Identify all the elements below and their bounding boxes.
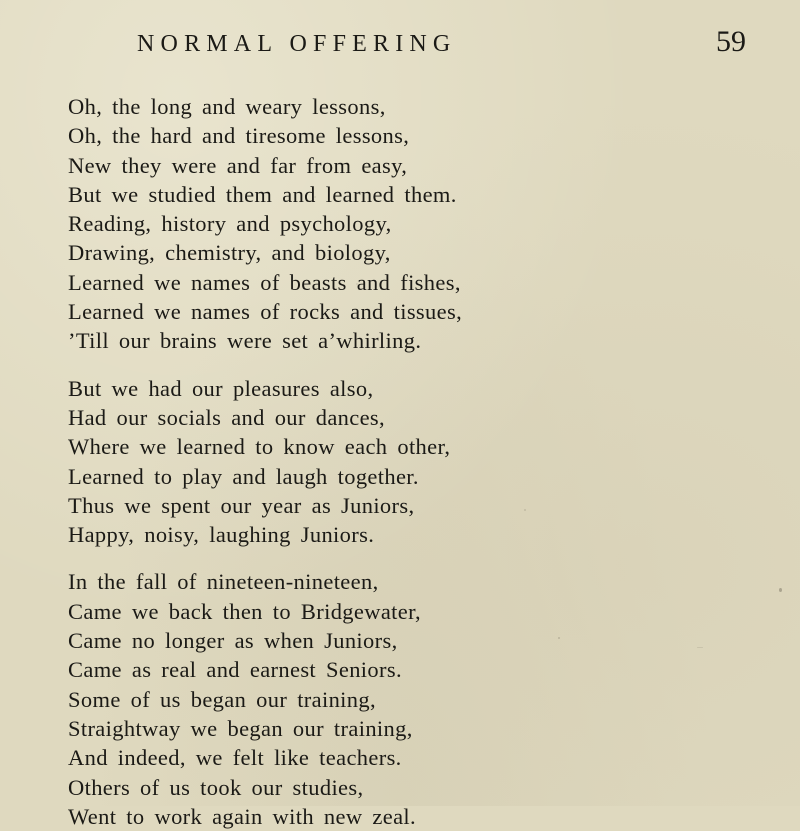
poem-line: Learned to play and laugh together.: [68, 463, 419, 489]
poem-line: In the fall of nineteen-nineteen,: [68, 569, 379, 595]
poem-line: New they were and far from easy,: [68, 152, 408, 178]
running-head: [0, 27, 800, 61]
poem-line: But we studied them and learned them.: [68, 181, 457, 207]
poem-line: Where we learned to know each other,: [68, 434, 451, 460]
poem-stanza: [68, 92, 668, 356]
poem-line: ’Till our brains were set a’whirling.: [68, 328, 422, 354]
poem-line: Happy, noisy, laughing Juniors.: [68, 522, 375, 548]
poem-line: Others of us took our studies,: [68, 774, 364, 800]
poem-stanza: [68, 567, 668, 831]
poem-stanza: [68, 374, 668, 550]
poem-line: Oh, the long and weary lessons,: [68, 94, 386, 119]
poem-line: Went to work again with new zeal.: [68, 803, 417, 829]
poem-line: Learned we names of beasts and fishes,: [68, 269, 461, 295]
running-head-title: NORMAL OFFERING: [137, 31, 457, 57]
page-number: 59: [716, 25, 746, 58]
poem-line: Straightway we began our training,: [68, 715, 413, 741]
poem-body: [68, 92, 668, 831]
poem-line: Came no longer as when Juniors,: [68, 628, 398, 654]
poem-line: Came we back then to Bridgewater,: [68, 598, 422, 624]
poem-line: Had our socials and our dances,: [68, 404, 386, 430]
poem-line: But we had our pleasures also,: [68, 375, 374, 401]
poem-line: Thus we spent our year as Juniors,: [68, 492, 415, 518]
poem-line: Reading, history and psychology,: [68, 211, 392, 237]
poem-line: Came as real and earnest Seniors.: [68, 657, 402, 683]
poem-line: Oh, the hard and tiresome lessons,: [68, 123, 410, 149]
poem-line: Drawing, chemistry, and biology,: [68, 240, 391, 266]
poem-line: Learned we names of rocks and tissues,: [68, 299, 463, 325]
poem-line: Some of us began our training,: [68, 686, 376, 712]
poem-line: And indeed, we felt like teachers.: [68, 745, 402, 771]
